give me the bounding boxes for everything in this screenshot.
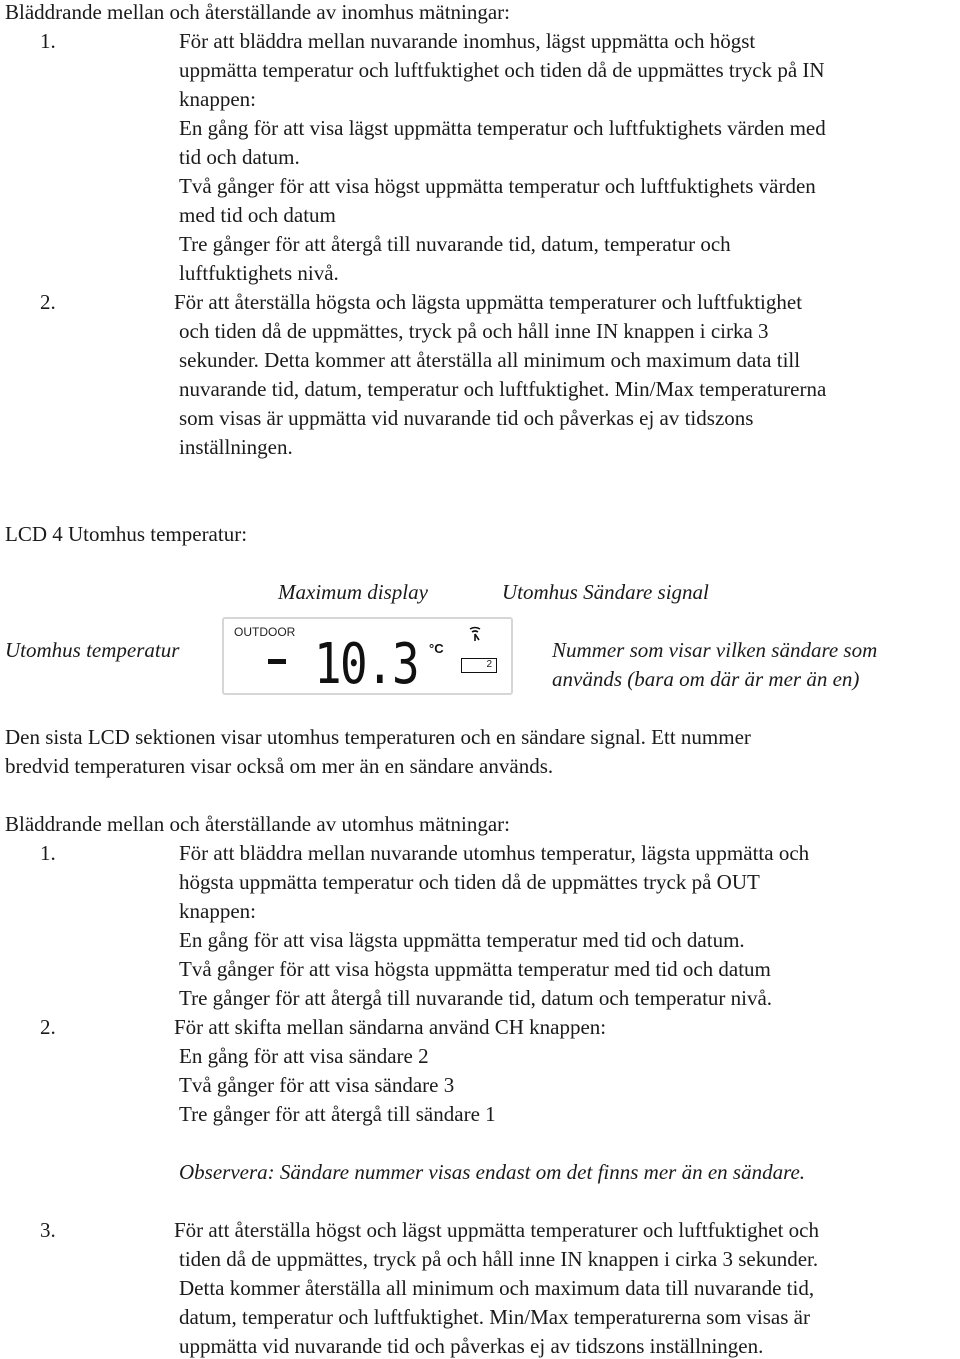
list-item-line: Tre gånger för att återgå till sändare 1 bbox=[179, 1102, 496, 1126]
section-heading-outdoor: Bläddrande mellan och återställande av utomhus mätningar: bbox=[5, 812, 511, 836]
list-item-line: inställningen. bbox=[179, 435, 293, 459]
list-item-line: luftfuktighets nivå. bbox=[179, 261, 339, 285]
list-item-line: Två gånger för att visa sändare 3 bbox=[179, 1073, 455, 1097]
list-item-line: För att återställa högst och lägst uppmätta temperaturer och luftfuktighet och bbox=[174, 1218, 819, 1242]
list-item-line: knappen: bbox=[179, 899, 256, 923]
list-item-line: nuvarande tid, datum, temperatur och luftfuktighet. Min/Max temperaturerna bbox=[179, 377, 827, 401]
list-item-line: uppmätta temperatur och luftfuktighet och tiden då de uppmättes tryck på IN bbox=[179, 58, 825, 82]
list-item-line: sekunder. Detta kommer att återställa all minimum och maximum data till bbox=[179, 348, 801, 372]
signal-icon bbox=[466, 625, 484, 643]
list-item-line: För att bläddra mellan nuvarande utomhus temperatur, lägsta uppmätta och bbox=[179, 841, 810, 865]
list-item-line: och tiden då de uppmättes, tryck på och håll inne IN knappen i cirka 3 bbox=[179, 319, 769, 343]
callout-transmitter-number: Nummer som visar vilken sändare som bbox=[552, 638, 878, 662]
lcd-minus-sign bbox=[268, 659, 286, 664]
list-number: 1. bbox=[40, 29, 56, 53]
list-item-line: uppmätta vid nuvarande tid och påverkas ej av tidszons inställningen. bbox=[179, 1334, 764, 1358]
list-item-line: tid och datum. bbox=[179, 145, 300, 169]
lcd-channel-number: 2 bbox=[461, 658, 497, 673]
lcd-outdoor-label: OUTDOOR bbox=[234, 625, 296, 639]
list-item-line: Tre gånger för att återgå till nuvarande tid, datum och temperatur nivå. bbox=[179, 986, 773, 1010]
list-number: 2. bbox=[40, 1015, 56, 1039]
list-item-line: Två gånger för att visa högsta uppmätta temperatur med tid och datum bbox=[179, 957, 771, 981]
list-item-line: med tid och datum bbox=[179, 203, 336, 227]
list-item-line: högsta uppmätta temperatur och tiden då de uppmättes tryck på OUT bbox=[179, 870, 760, 894]
list-item-line: Detta kommer återställa all minimum och maximum data till nuvarande tid, bbox=[179, 1276, 815, 1300]
callout-outdoor-temperature: Utomhus temperatur bbox=[5, 638, 180, 662]
list-item-line: En gång för att visa sändare 2 bbox=[179, 1044, 429, 1068]
lcd-outdoor-display bbox=[222, 617, 513, 695]
list-item-line: För att skifta mellan sändarna använd CH knappen: bbox=[174, 1015, 607, 1039]
lcd-temperature-value: 10.3 bbox=[314, 632, 419, 697]
list-number: 3. bbox=[40, 1218, 56, 1242]
list-number: 1. bbox=[40, 841, 56, 865]
callout-transmitter-number: används (bara om där är mer än en) bbox=[552, 667, 860, 691]
note-text: Observera: Sändare nummer visas endast om det finns mer än en sändare. bbox=[179, 1160, 806, 1184]
section-heading-lcd4: LCD 4 Utomhus temperatur: bbox=[5, 522, 248, 546]
list-item-line: som visas är uppmätta vid nuvarande tid och påverkas ej av tidszons bbox=[179, 406, 754, 430]
list-item-line: datum, temperatur och luftfuktighet. Min/Max temperaturerna som visas är bbox=[179, 1305, 810, 1329]
list-item-line: För att återställa högsta och lägsta uppmätta temperaturer och luftfuktighet bbox=[174, 290, 803, 314]
callout-maximum-display: Maximum display bbox=[278, 580, 428, 604]
list-item-line: Två gånger för att visa högst uppmätta temperatur och luftfuktighets värden bbox=[179, 174, 816, 198]
list-item-line: tiden då de uppmättes, tryck på och håll inne IN knappen i cirka 3 sekunder. bbox=[179, 1247, 819, 1271]
callout-transmitter-signal: Utomhus Sändare signal bbox=[502, 580, 709, 604]
paragraph-line: bredvid temperaturen visar också om mer än en sändare används. bbox=[5, 754, 554, 778]
list-item-line: En gång för att visa lägst uppmätta temperatur och luftfuktighets värden med bbox=[179, 116, 826, 140]
lcd-unit-celsius: °C bbox=[429, 641, 444, 656]
list-item-line: Tre gånger för att återgå till nuvarande tid, datum, temperatur och bbox=[179, 232, 731, 256]
list-item-line: knappen: bbox=[179, 87, 256, 111]
paragraph-line: Den sista LCD sektionen visar utomhus temperaturen och en sändare signal. Ett nummer bbox=[5, 725, 751, 749]
section-heading-indoor: Bläddrande mellan och återställande av inomhus mätningar: bbox=[5, 0, 511, 24]
list-number: 2. bbox=[40, 290, 56, 314]
list-item-line: För att bläddra mellan nuvarande inomhus, lägst uppmätta och högst bbox=[179, 29, 756, 53]
list-item-line: En gång för att visa lägsta uppmätta temperatur med tid och datum. bbox=[179, 928, 745, 952]
